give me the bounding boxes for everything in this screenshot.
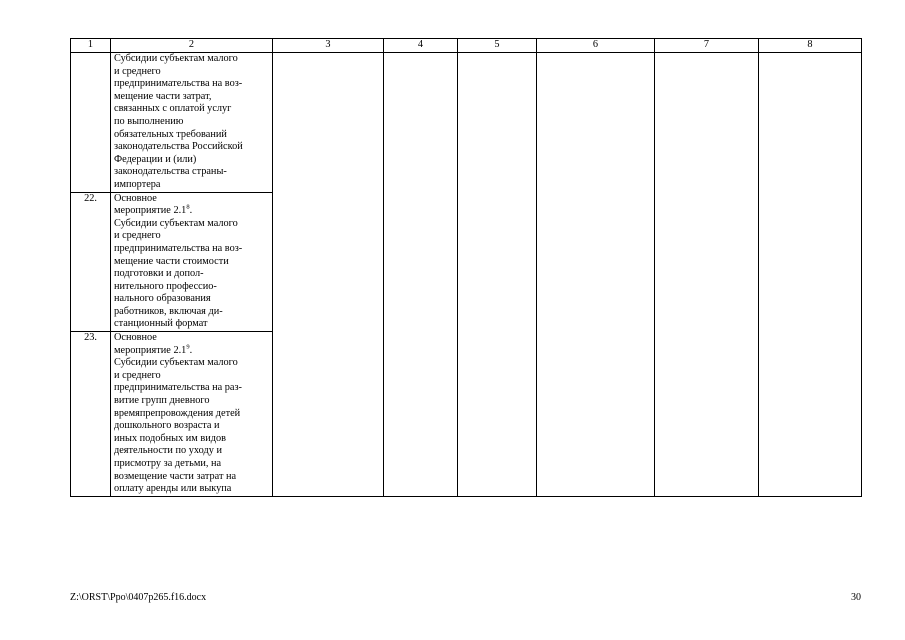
- row-number: 22.: [71, 192, 111, 332]
- header-cell: 8: [759, 39, 862, 53]
- empty-cell: [273, 53, 384, 497]
- desc-line: возмещение части затрат на: [114, 470, 237, 482]
- empty-cell: [384, 53, 458, 497]
- measure-end: .: [189, 205, 193, 217]
- desc-line: мещение части стоимости: [114, 255, 229, 267]
- row-description: [111, 332, 273, 497]
- measure-end: .: [189, 344, 193, 356]
- desc-line: и среднего: [114, 65, 161, 77]
- desc-line: Субсидии субъектам малого: [114, 53, 238, 64]
- desc-line: законодательства страны-: [114, 166, 227, 178]
- desc-line: витие групп дневного: [114, 395, 210, 407]
- desc-line: станционный формат: [114, 318, 208, 330]
- desc-line: [114, 345, 269, 358]
- data-table: [70, 38, 862, 497]
- desc-line: обязательных требований: [114, 128, 227, 140]
- measure-label: мероприятие 2.1: [114, 344, 187, 356]
- header-cell: 1: [71, 39, 111, 53]
- desc-line: предпринимательства на воз-: [114, 78, 243, 90]
- desc-line: Основное: [114, 332, 157, 344]
- measure-label: мероприятие 2.1: [114, 205, 187, 217]
- desc-line: мещение части затрат,: [114, 90, 212, 102]
- desc-line: присмотру за детьми, на: [114, 458, 222, 469]
- desc-line: нительного профессио-: [114, 280, 217, 292]
- desc-line: импортера: [114, 178, 161, 190]
- desc-line: Федерации и (или): [114, 153, 197, 165]
- empty-cell: [537, 53, 655, 497]
- empty-cell: [458, 53, 537, 497]
- header-cell: 2: [111, 39, 273, 53]
- desc-line: [114, 205, 269, 218]
- empty-cell: [759, 53, 862, 497]
- header-cell: 4: [384, 39, 458, 53]
- footnote-mark: 9: [186, 343, 190, 351]
- header-cell: 6: [537, 39, 655, 53]
- row-number: 23.: [71, 332, 111, 497]
- desc-line: и среднего: [114, 230, 161, 242]
- desc-line: предпринимательства на воз-: [114, 242, 243, 254]
- page-number: 30: [851, 592, 861, 603]
- empty-cell: [655, 53, 759, 497]
- row-number: [71, 53, 111, 193]
- desc-line: по выполнению: [114, 115, 184, 127]
- desc-line: подготовки и допол-: [114, 268, 204, 280]
- desc-line: времяпрепровождения детей: [114, 407, 241, 419]
- file-path: Z:\ORST\Ppo\0407p265.f16.docx: [70, 592, 207, 603]
- desc-line: и среднего: [114, 369, 161, 381]
- header-cell: 5: [458, 39, 537, 53]
- desc-line: Основное: [114, 192, 157, 204]
- desc-line: иных подобных им видов: [114, 432, 227, 444]
- desc-line: Субсидии субъектам малого: [114, 217, 238, 229]
- footnote-mark: 8: [186, 203, 190, 211]
- desc-line: Субсидии субъектам малого: [114, 357, 238, 369]
- header-cell: 7: [655, 39, 759, 53]
- desc-line: нального образования: [114, 293, 211, 305]
- desc-line: связанных с оплатой услуг: [114, 103, 232, 115]
- desc-line: предпринимательства на раз-: [114, 382, 242, 394]
- desc-line: работников, включая ди-: [114, 305, 223, 317]
- table-row: [71, 53, 862, 193]
- desc-line: законодательства Российской: [114, 141, 243, 153]
- row-description: [111, 53, 273, 193]
- header-cell: 3: [273, 39, 384, 53]
- desc-line: оплату аренды или выкупа: [114, 483, 232, 495]
- header-row: [71, 39, 862, 53]
- row-description: [111, 192, 273, 332]
- desc-line: дошкольного возраста и: [114, 420, 220, 432]
- desc-line: деятельности по уходу и: [114, 445, 222, 457]
